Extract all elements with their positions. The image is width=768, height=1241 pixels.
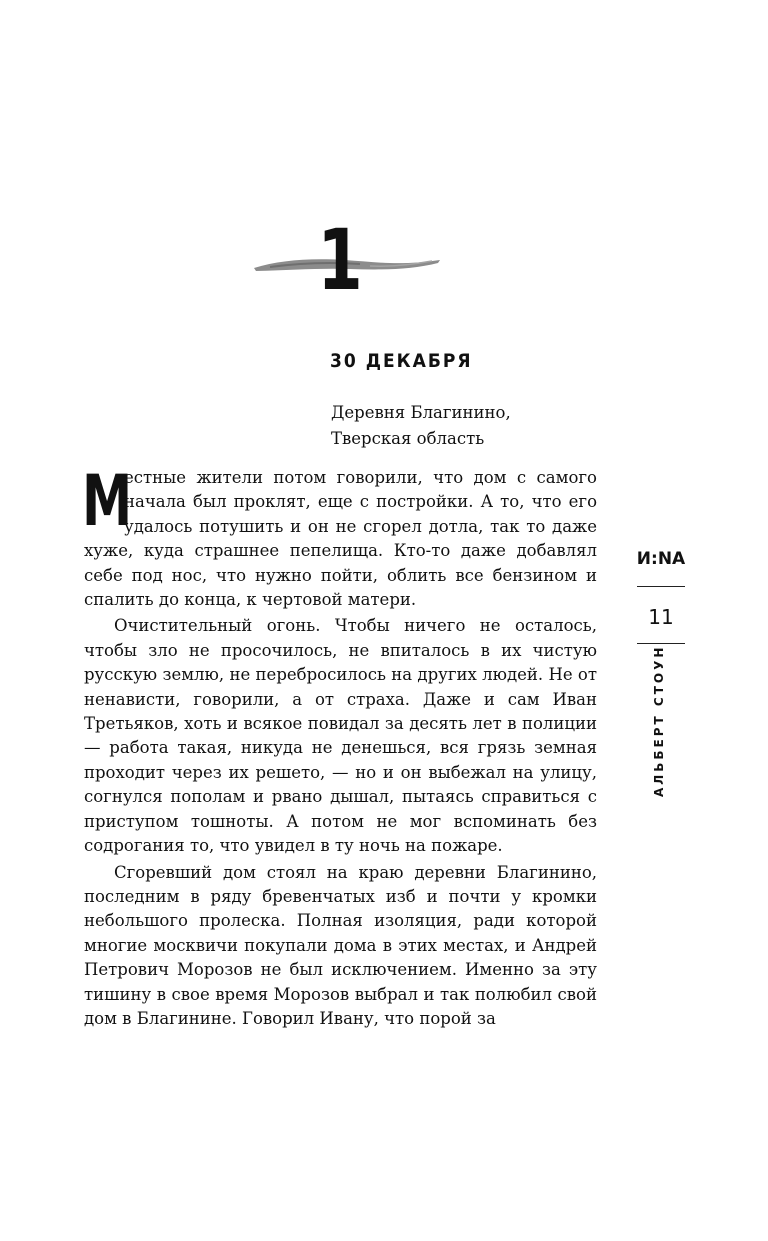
publisher-logo-text: И:NА bbox=[636, 549, 686, 569]
author-name: АЛЬБЕРТ СТОУН bbox=[652, 644, 666, 797]
sidebar-rule-top bbox=[637, 586, 685, 587]
drop-cap: М bbox=[82, 460, 133, 542]
paragraph-3: Сгоревший дом стоял на краю деревни Благинино, последним в ряду бревенчатых изб и почти у кромки небольшого пролеска. Полная изоляция, ради которой многие москвичи покупали дома в этих местах, и Андрей Петрович Морозов не был исключением. Именно за эту тишину в свое время Морозов выбрал и так полюбил свой дом в Благинине. Говорил Ивану, что порой за bbox=[84, 862, 597, 1028]
page-number: 11 bbox=[648, 605, 674, 629]
location-line-1: Деревня Благинино, bbox=[331, 403, 511, 422]
body-text bbox=[82, 460, 597, 1031]
paragraph-1-text: естные жители потом говорили, что дом с самого начала был проклят, еще с постройки. А то, что его удалось потушить и он не сгорел дотла, так то даже хуже, куда страшнее пепелища. Кто-то даже добавлял себе под нос, что нужно пойти, облить все бензином и спалить до конца, к чертовой матери. bbox=[84, 468, 597, 610]
author-running-head bbox=[652, 644, 672, 805]
chapter-location bbox=[331, 400, 511, 452]
publisher-logo bbox=[636, 546, 686, 569]
location-line-2: Тверская область bbox=[331, 429, 485, 448]
chapter-number: 1 bbox=[317, 211, 363, 309]
chapter-date: 30 ДЕКАБРЯ bbox=[330, 350, 473, 372]
paragraph-2: Очистительный огонь. Чтобы ничего не осталось, чтобы зло не просочилось, не впиталось в их чистую русскую землю, не перебросилось на других людей. Не от ненависти, говорили, а от страха. Даже и сам Иван Третьяков, хоть и всякое повидал за десять лет в полиции — работа такая, никуда не денешься, вся грязь земная проходит через их решето, — но и он выбежал на улицу, согнулся пополам и рвано дышал, пытаясь справиться с приступом тошноты. А потом не мог вспоминать без содрогания то, что увидел в ту ночь на пожаре. bbox=[84, 616, 597, 856]
paragraph-1 bbox=[82, 460, 597, 612]
